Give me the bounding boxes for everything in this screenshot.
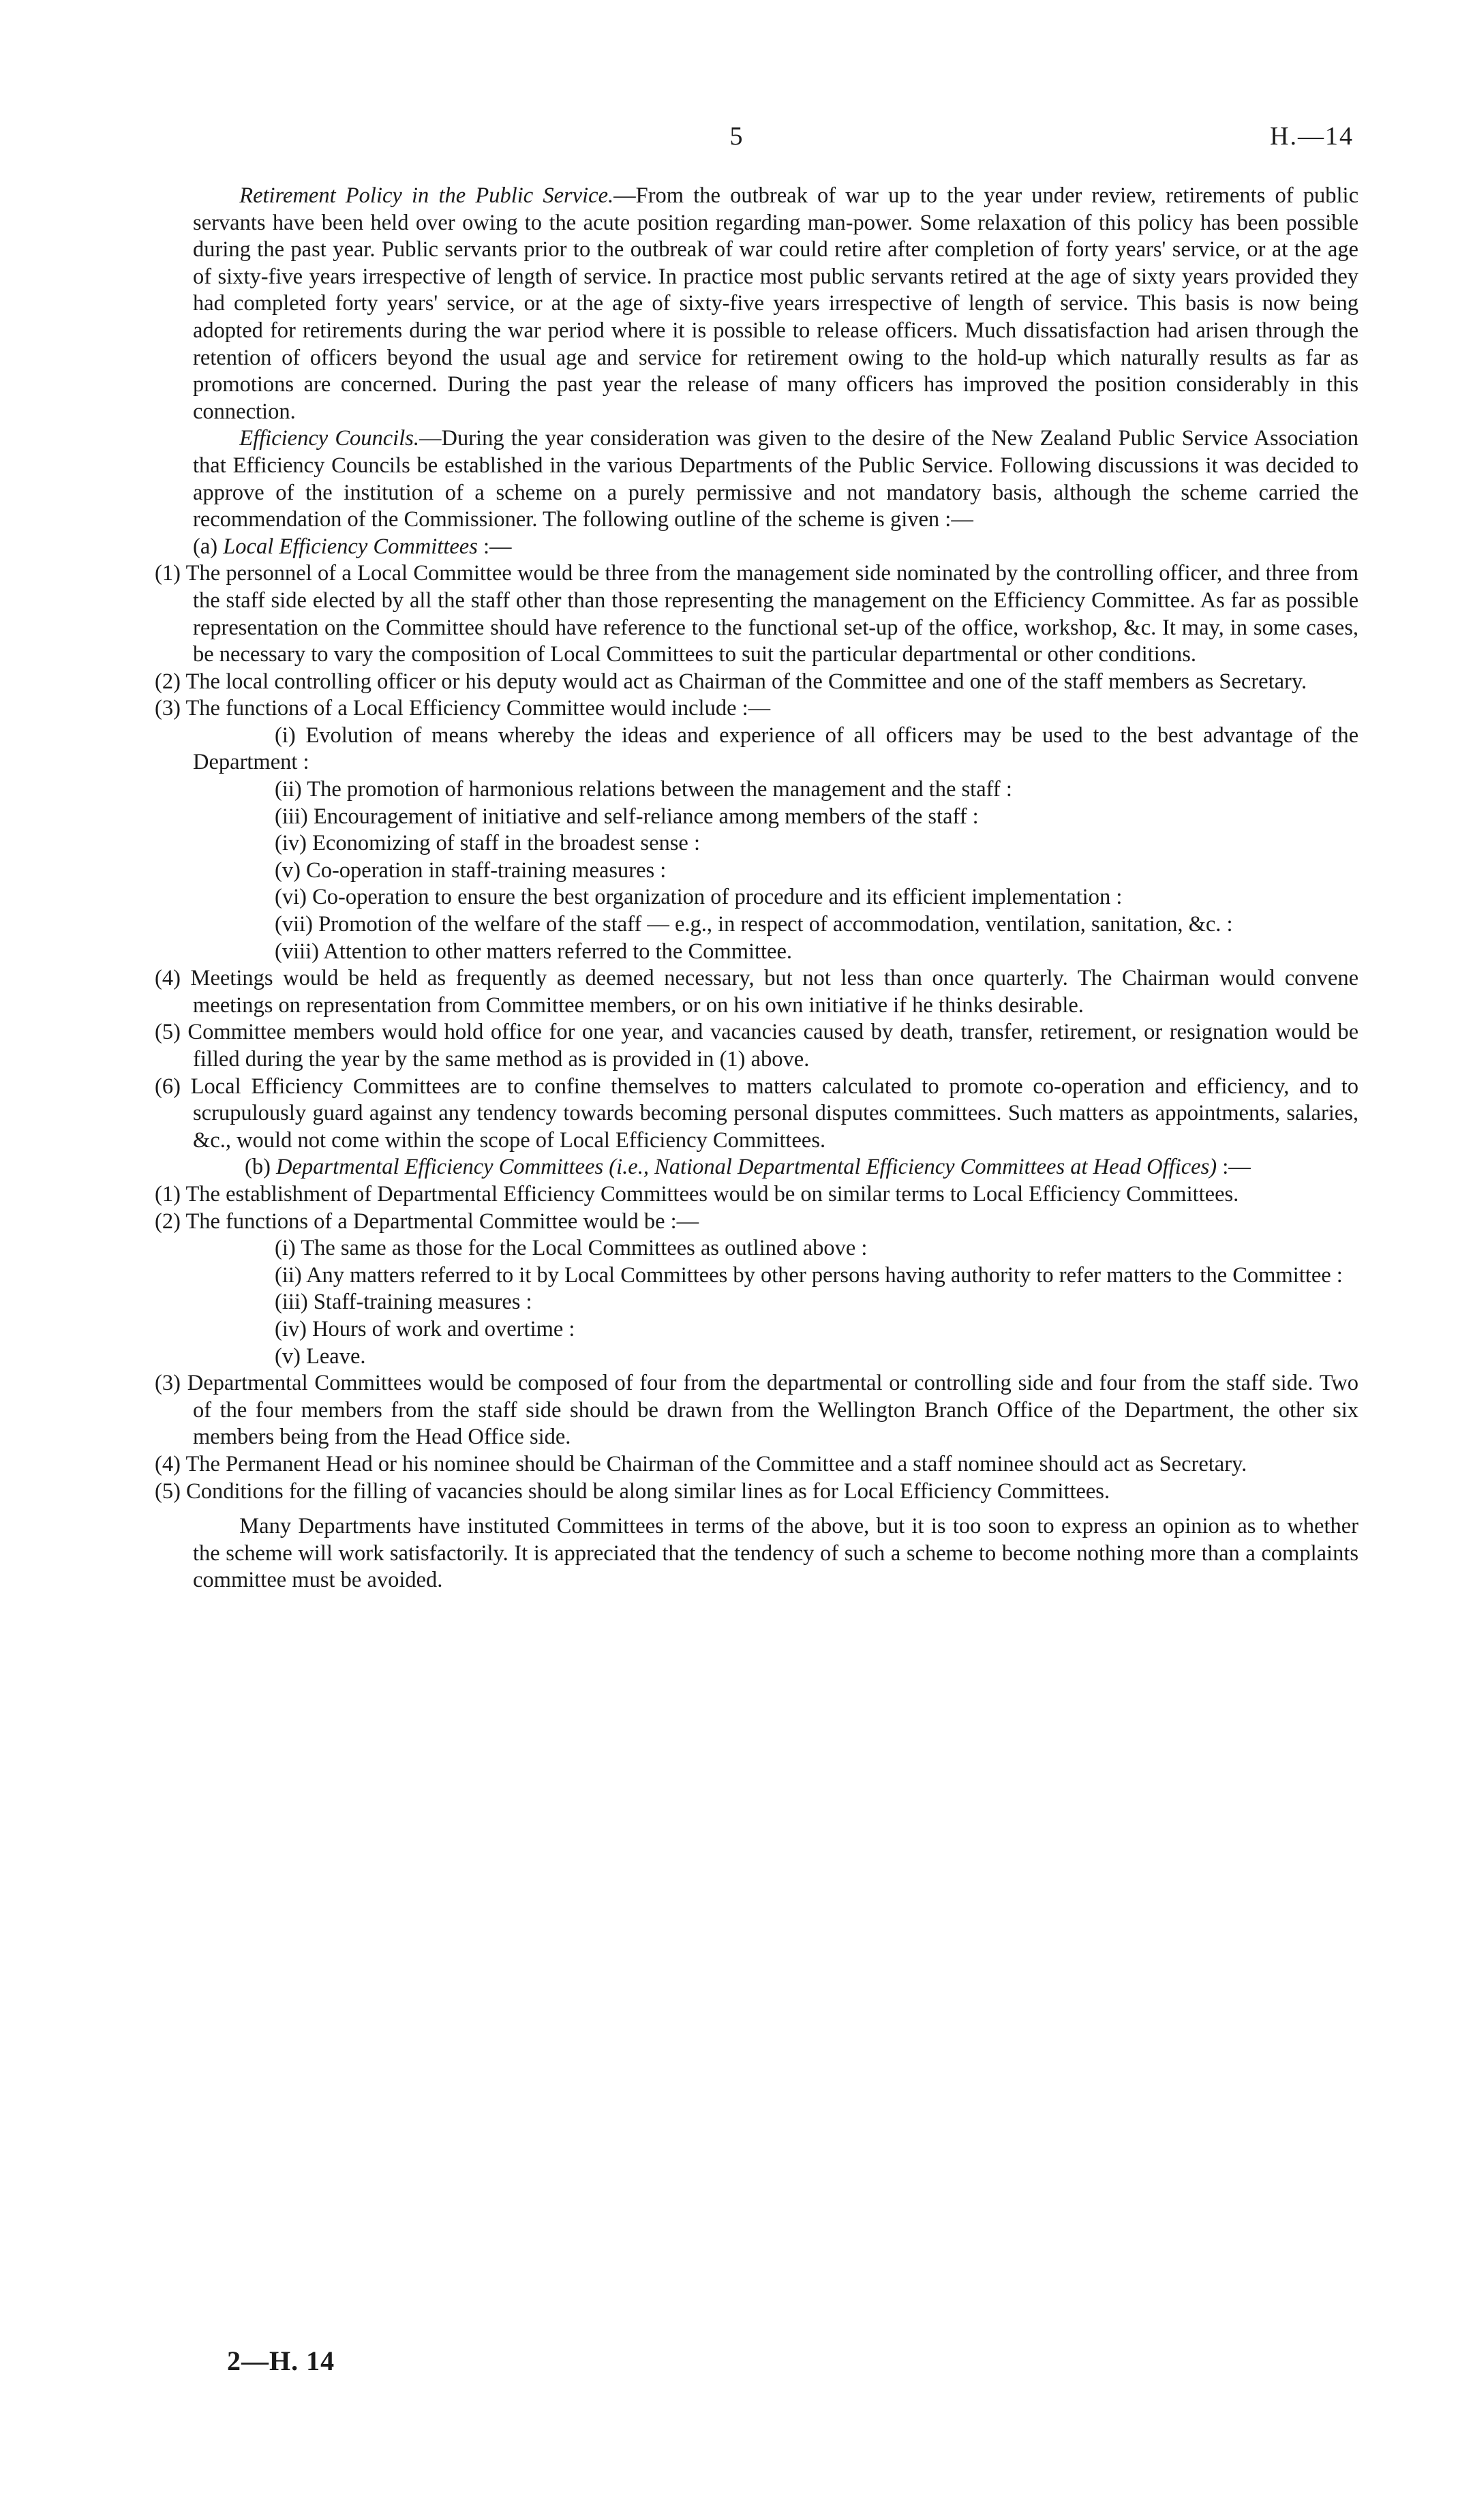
departmental-function-iii [193,1289,1358,1316]
function-number: (iv) [275,831,307,856]
departmental-item-text: The functions of a Departmental Committee would be :— [185,1209,699,1234]
departmental-function-v [193,1344,1358,1371]
local-item-text: The personnel of a Local Committee would be three from the management side nominated by the controlling officer, and three from the staff side elected by all the staff other than those representing the management on the Efficiency Committee. As far as possible representation on the Committee should have reference to the functional set-up of the office, workshop, &c. It may, in some cases, be necessary to vary the composition of Local Committees to suit the particular departmental or other conditions. [185,561,1359,667]
function-number: (i) [275,1236,296,1261]
departmental-item-number: (3) [155,1371,181,1396]
local-item-text: The local controlling officer or his deputy would act as Chairman of the Committee and one of the staff members as Secretary. [185,669,1307,694]
function-number: (vii) [275,912,313,937]
departmental-function-ii [193,1262,1358,1290]
local-item-3 [155,695,1358,723]
local-item-number: (4) [155,966,181,991]
page-reference: H.—14 [1270,122,1354,151]
function-text: Leave. [306,1344,366,1369]
efficiency-text: —During the year consideration was given to the desire of the New Zealand Public Service Association that Efficiency Councils be established in the various Departments of the Public Service. Following discussions it was decided to approve of the institution of a scheme on a purely permissive and not mandatory basis, although the scheme carried the recommendation of the Commissioner. The following outline of the scheme is given :— [193,426,1358,532]
local-item-2 [155,669,1358,696]
local-item-4 [155,965,1358,1019]
local-item-5 [155,1019,1359,1073]
retirement-heading: Retirement Policy in the Public Service. [239,183,614,208]
departmental-item-text: Departmental Committees would be composed of four from the departmental or controlling side and four from the staff side. Two of the four members from the staff side should be drawn from the Wellington Branch Office of the Department, the other six members being from the Head Office side. [187,1371,1358,1450]
departmental-item-text: The establishment of Departmental Efficiency Committees would be on similar terms to Local Efficiency Committees. [185,1181,1239,1206]
local-function-viii [193,939,1358,966]
departmental-heading-suffix: :— [1217,1155,1251,1180]
local-item-1 [155,560,1359,668]
local-item-text: Meetings would be held as frequently as deemed necessary, but not less than once quarterly. The Chairman would convene meetings on representation from Committee members, or on his own initiative if he thinks desirable. [190,966,1358,1018]
local-item-number: (5) [155,1020,181,1045]
function-number: (v) [275,1344,301,1369]
footer-reference: 2—H. 14 [227,2346,335,2376]
function-number: (vi) [275,885,307,910]
departmental-item-text: Conditions for the filling of vacancies should be along similar lines as for Local Efficiency Committees. [186,1478,1110,1504]
retirement-paragraph [193,183,1358,425]
function-text: The same as those for the Local Committees as outlined above : [301,1236,868,1261]
local-item-number: (6) [155,1074,181,1099]
efficiency-paragraph [193,425,1358,533]
departmental-item-1 [155,1181,1358,1209]
efficiency-heading: Efficiency Councils. [239,426,420,451]
local-function-v [193,857,1358,885]
function-number: (iii) [275,1290,308,1315]
function-text: Co-operation in staff-training measures : [306,857,667,883]
function-text: Attention to other matters referred to the Committee. [323,939,793,964]
local-function-iii [193,804,1358,831]
local-function-vi [193,884,1358,911]
function-number: (iv) [275,1316,307,1341]
departmental-committees-heading [245,1154,1358,1181]
local-item-number: (1) [155,561,181,586]
function-text: Evolution of means whereby the ideas and experience of all officers may be used to the best advantage of the Department : [193,723,1359,775]
departmental-item-4 [155,1451,1358,1478]
page-number: 5 [729,122,743,151]
function-text: The promotion of harmonious relations between the management and the staff : [307,777,1012,802]
document-body [155,183,1359,1594]
local-heading-suffix: :— [477,534,512,559]
local-item-text: The functions of a Local Efficiency Committee would include :— [185,696,771,721]
local-function-vii [193,911,1358,939]
local-item-text: Committee members would hold office for one year, and vacancies caused by death, transfer, retirement, or resignation would be filled during the year by the same method as is provided in (1) above. [187,1020,1359,1072]
departmental-label: (b) [245,1155,271,1180]
local-item-6 [155,1074,1359,1155]
local-heading: Local Efficiency Committees [223,534,478,559]
local-label: (a) [193,534,218,559]
function-number: (ii) [275,1262,302,1288]
function-number: (viii) [275,939,319,964]
function-text: Any matters referred to it by Local Committees by other persons having authority to refer matters to the Committee : [306,1262,1343,1288]
departmental-item-2 [155,1209,1358,1236]
departmental-item-number: (4) [155,1451,181,1476]
departmental-item-text: The Permanent Head or his nominee should be Chairman of the Committee and a staff nominee should act as Secretary. [185,1451,1247,1476]
function-number: (v) [275,857,301,883]
closing-paragraph: Many Departments have instituted Committees in terms of the above, but it is too soon to express an opinion as to whether the scheme will work satisfactorily. It is appreciated that the tendency of such a scheme to become nothing more than a complaints committee must be avoided. [193,1514,1358,1593]
departmental-heading: Departmental Efficiency Committees (i.e., National Departmental Efficiency Committees at Head Offices) [276,1155,1217,1180]
departmental-item-5 [155,1478,1358,1506]
local-item-number: (2) [155,669,181,694]
function-text: Hours of work and overtime : [312,1316,575,1341]
departmental-function-i [193,1235,1358,1262]
local-item-text: Local Efficiency Committees are to confine themselves to matters calculated to promote co-operation and efficiency, and to scrupulously guard against any tendency towards becoming personal disputes committees. Such matters as appointments, salaries, &c., would not come within the scope of Local Efficiency Committees. [190,1074,1359,1153]
function-text: Promotion of the welfare of the staff — e.g., in respect of accommodation, ventilation, sanitation, &c. : [318,912,1233,937]
function-number: (i) [275,723,296,748]
departmental-item-3 [155,1370,1358,1451]
departmental-item-number: (1) [155,1181,181,1206]
function-number: (iii) [275,804,308,829]
function-text: Staff-training measures : [313,1290,532,1315]
local-item-number: (3) [155,696,181,721]
departmental-item-number: (2) [155,1209,181,1234]
local-committees-heading [193,534,1358,561]
departmental-function-iv [193,1316,1358,1344]
local-function-iv [193,830,1358,857]
function-text: Co-operation to ensure the best organization of procedure and its efficient implementation : [312,885,1123,910]
function-text: Economizing of staff in the broadest sense : [312,831,700,856]
retirement-text: —From the outbreak of war up to the year under review, retirements of public servants have been held over owing to the acute position regarding man-power. Some relaxation of this policy has been possible during the past year. Public servants prior to the outbreak of war could retire after completion of forty years' service, or at the age of sixty-five years irrespective of length of service. In practice most public servants retired at the age of sixty years provided they had completed forty years' service, or at the age of sixty-five years irrespective of length of service. This basis is now being adopted for retirements during the war period where it is possible to release officers. Much dissatisfaction had arisen through the retention of officers beyond the usual age and service for retirement owing to the hold-up which naturally results as far as promotions are concerned. During the past year the release of many officers has improved the position considerably in this connection. [193,183,1358,424]
function-text: Encouragement of initiative and self-reliance among members of the staff : [313,804,979,829]
departmental-item-number: (5) [155,1478,181,1504]
local-function-ii [193,776,1358,804]
local-function-i [193,723,1358,776]
function-number: (ii) [275,777,302,802]
